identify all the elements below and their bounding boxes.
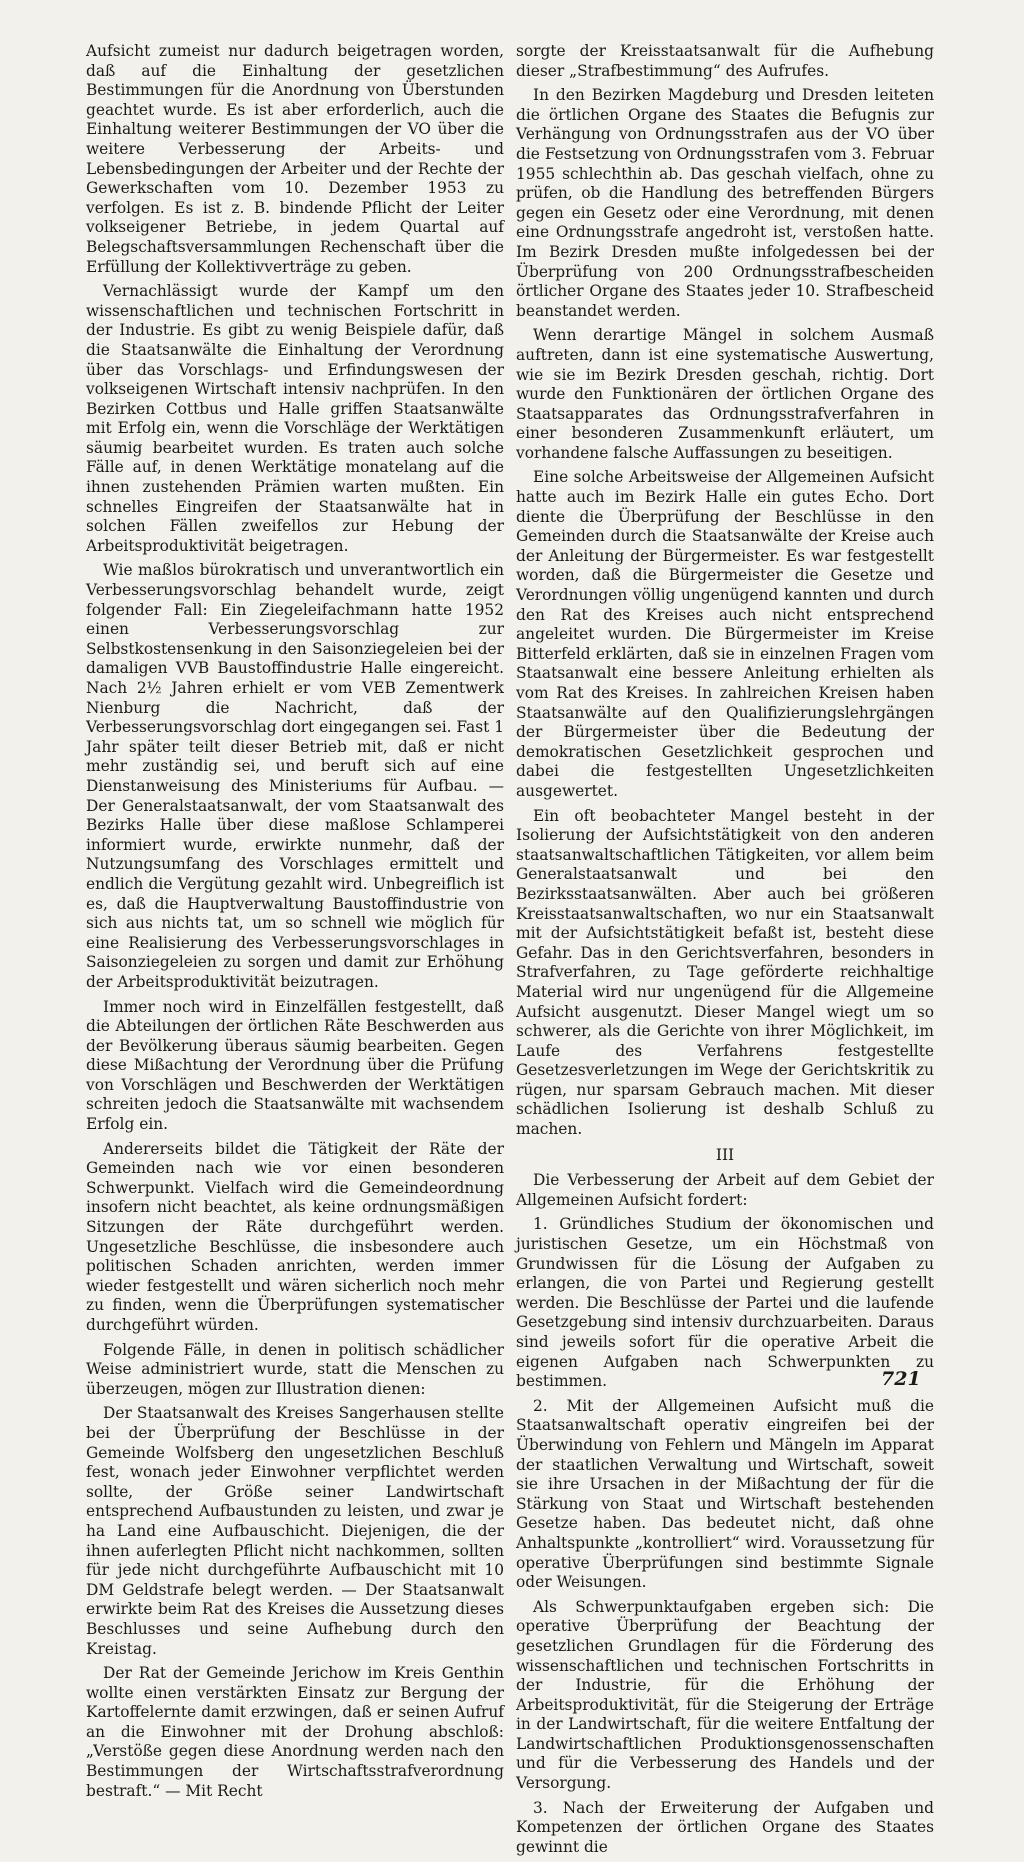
paragraph: Folgende Fälle, in denen in politisch schädlicher Weise administriert wurde, statt die Menschen zu überzeugen, mögen zur Illustration dienen:	[86, 1340, 504, 1398]
paragraph: Die Verbesserung der Arbeit auf dem Gebiet der Allgemeinen Aufsicht fordert:	[516, 1171, 934, 1209]
paragraph: Der Staatsanwalt des Kreises Sangerhausen stellte bei der Überprüfung der Beschlüsse in der Gemeinde Wolfsberg den ungesetzlichen Beschluß fest, wonach jeder Einwohner verpflichtet werden sollte, der Größe seiner Landwirtschaft entsprechend Aufbaustunden zu leisten, und zwar je ha Land eine Aufbauschicht. Diejenigen, die der ihnen auferlegten Pflicht nicht nachkommen, sollten für jede nicht durchgeführte Aufbauschicht mit 10 DM Geldstrafe belegt werden. — Der Staatsanwalt erwirkte beim Rat des Kreises die Aussetzung dieses Beschlusses und seine Aufhebung durch den Kreistag.	[86, 1404, 504, 1658]
paragraph: Aufsicht zumeist nur dadurch beigetragen worden, daß auf die Einhaltung der gesetzlichen Bestimmungen für die Anordnung von Überstunden geachtet wurde. Es ist aber erforderlich, auch die Einhaltung weiterer Bestimmungen der VO über die weitere Verbesserung der Arbeits- und Lebensbedingungen der Arbeiter und der Rechte der Gewerkschaften vom 10. Dezember 1953 zu verfolgen. Es ist z. B. bindende Pflicht der Leiter volkseigener Betriebe, in jedem Quartal auf Belegschaftsversammlungen Rechenschaft über die Erfüllung der Kollektivverträge zu geben.	[86, 42, 504, 276]
right-column	[516, 42, 934, 1862]
paragraph: Ein oft beobachteter Mangel besteht in der Isolierung der Aufsichtstätigkeit von den anderen staatsanwaltschaftlichen Tätigkeiten, vor allem beim Generalstaatsanwalt und bei den Bezirksstaatsanwälten. Aber auch bei größeren Kreisstaatsanwaltschaften, wo nur ein Staatsanwalt mit der Aufsichtstätigkeit befaßt ist, besteht diese Gefahr. Das in den Gerichtsverfahren, besonders in Strafverfahren, zu Tage geförderte reichhaltige Material wird nur ungenügend für die Allgemeine Aufsicht ausgenutzt. Dieser Mangel wiegt um so schwerer, als die Gerichte von ihrer Möglichkeit, im Laufe des Verfahrens festgestellte Gesetzesverletzungen im Wege der Gerichtskritik zu rügen, nur sparsam Gebrauch machen. Mit dieser schädlichen Isolierung ist deshalb Schluß zu machen.	[516, 806, 934, 1139]
left-column	[86, 42, 504, 1806]
paragraph: Andererseits bildet die Tätigkeit der Räte der Gemeinden nach wie vor einen besonderen Schwerpunkt. Vielfach wird die Gemeindeordnung insofern nicht beachtet, als keine ordnungsmäßigen Sitzungen der Räte durchgeführt werden. Ungesetzliche Beschlüsse, die insbesondere auch politischen Schaden anrichten, werden immer wieder festgestellt und wären sicherlich noch mehr zu finden, wenn die Überprüfungen systematischer durchgeführt würden.	[86, 1139, 504, 1334]
paragraph: Wenn derartige Mängel in solchem Ausmaß auftreten, dann ist eine systematische Auswertung, wie sie im Bezirk Dresden geschah, richtig. Dort wurde den Funktionären der örtlichen Organe des Staatsapparates das Ordnungsstrafverfahren in einer besonderen Zusammenkunft erläutert, um vorhandene falsche Auffassungen zu beseitigen.	[516, 326, 934, 462]
list-item: 1. Gründliches Studium der ökonomischen und juristischen Gesetze, um ein Höchstmaß von Grundwissen für die Lösung der Aufgaben zu erlangen, die von Partei und Regierung gestellt werden. Die Beschlüsse der Partei und die laufende Gesetzgebung sind intensiv durchzuarbeiten. Daraus sind jeweils sofort für die operative Arbeit die eigenen Aufgaben nach Schwerpunkten zu bestimmen.	[516, 1215, 934, 1391]
paragraph: Immer noch wird in Einzelfällen festgestellt, daß die Abteilungen der örtlichen Räte Beschwerden aus der Bevölkerung überaus säumig bearbeiten. Gegen diese Mißachtung der Verordnung über die Prüfung von Vorschlägen und Beschwerden der Werktätigen schreiten jedoch die Staatsanwälte mit wachsendem Erfolg ein.	[86, 997, 504, 1134]
paragraph: Vernachlässigt wurde der Kampf um den wissenschaftlichen und technischen Fortschritt in der Industrie. Es gibt zu wenig Beispiele dafür, daß die Staatsanwälte die Einhaltung der Verordnung über das Vorschlags- und Erfindungswesen der volkseigenen Wirtschaft intensiv nachprüfen. In den Bezirken Cottbus und Halle griffen Staatsanwälte mit Erfolg ein, wenn die Vorschläge der Werktätigen säumig bearbeitet wurden. Es traten auch solche Fälle auf, in denen Werktätige monatelang auf die ihnen zustehenden Prämien warten mußten. Ein schnelles Eingreifen der Staatsanwälte hat in solchen Fällen zweifellos zur Hebung der Arbeitsproduktivität beigetragen.	[86, 282, 504, 555]
paragraph: Eine solche Arbeitsweise der Allgemeinen Aufsicht hatte auch im Bezirk Halle ein gutes Echo. Dort diente die Überprüfung der Beschlüsse in den Gemeinden durch die Staatsanwälte der Kreise auch der Anleitung der Bürgermeister. Es war festgestellt worden, daß die Bürgermeister die Gesetze und Verordnungen völlig ungenügend kannten und durch den Rat des Kreises auch nicht entsprechend angeleitet wurden. Die Bürgermeister im Kreise Bitterfeld erklärten, daß sie in einzelnen Fragen vom Staatsanwalt eine bessere Anleitung erhielten als vom Rat des Kreises. In zahlreichen Kreisen haben Staatsanwälte auf den Qualifizierungslehrgängen der Bürgermeister über die Bedeutung der demokratischen Gesetzlichkeit gesprochen und dabei die festgestellten Ungesetzlichkeiten ausgewertet.	[516, 468, 934, 800]
paragraph: Als Schwerpunktaufgaben ergeben sich: Die operative Überprüfung der Beachtung der gesetzlichen Grundlagen für die Förderung des wissenschaftlichen und technischen Fortschritts in der Industrie, für die Erhöhung der Arbeitsproduktivität, für die Steigerung der Erträge in der Landwirtschaft, für die weitere Entfaltung der Landwirtschaftlichen Produktionsgenossenschaften und für die Verbesserung des Handels und der Versorgung.	[516, 1597, 934, 1793]
list-item: 3. Nach der Erweiterung der Aufgaben und Kompetenzen der örtlichen Organe des Staates gewinnt die	[516, 1798, 934, 1856]
paragraph: Wie maßlos bürokratisch und unverantwortlich ein Verbesserungsvorschlag behandelt wurde, zeigt folgender Fall: Ein Ziegeleifachmann hatte 1952 einen Verbesserungsvorschlag zur Selbstkostensenkung in den Saisonziegeleien bei der damaligen VVB Baustoffindustrie Halle eingereicht. Nach 2½ Jahren erhielt er vom VEB Zementwerk Nienburg die Nachricht, daß der Verbesserungsvorschlag dort eingegangen sei. Fast 1 Jahr später teilt dieser Betrieb mit, daß er nicht mehr zuständig sei, und beruft sich auf eine Dienstanweisung des Ministeriums für Aufbau. — Der Generalstaatsanwalt, der vom Staatsanwalt des Bezirks Halle über diese maßlose Schlamperei informiert wurde, erwirkte nunmehr, daß der Nutzungsumfang des Vorschlages ermittelt und endlich die Vergütung gezahlt wird. Unbegreiflich ist es, daß die Hauptverwaltung Baustoffindustrie von sich aus nichts tat, um so schnell wie möglich für eine Realisierung des Verbesserungsvorschlages in Saisonziegeleien zu sorgen und damit zur Erhöhung der Arbeitsproduktivität beizutragen.	[86, 561, 505, 991]
page-number: 721	[881, 1368, 921, 1390]
section-heading: III	[715, 1145, 735, 1164]
paragraph: In den Bezirken Magdeburg und Dresden leiteten die örtlichen Organe des Staates die Befugnis zur Verhängung von Ordnungsstrafen aus der VO über die Festsetzung von Ordnungsstrafen vom 3. Februar 1955 schlechthin ab. Das geschah vielfach, ohne zu prüfen, ob die Handlung des betreffenden Bürgers gegen ein Gesetz oder eine Verordnung, mit denen eine Ordnungsstrafe angedroht ist, verstoßen hatte. Im Bezirk Dresden mußte infolgedessen bei der Überprüfung von 200 Ordnungsstrafbescheiden örtlicher Organe des Staates jeder 10. Strafbescheid beanstandet werden.	[516, 86, 934, 320]
list-item: 2. Mit der Allgemeinen Aufsicht muß die Staatsanwaltschaft operativ eingreifen bei der Überwindung von Fehlern und Mängeln im Apparat der staatlichen Verwaltung und Wirtschaft, soweit sie ihre Ursachen in der Mißachtung der für die Stärkung von Staat und Wirtschaft bestehenden Gesetze haben. Das bedeutet nicht, daß ohne Anhaltspunkte „kontrolliert“ wird. Voraussetzung für operative Überprüfungen sind bestimmte Signale oder Weisungen.	[516, 1396, 934, 1592]
paragraph: Der Rat der Gemeinde Jerichow im Kreis Genthin wollte einen verstärkten Einsatz zur Bergung der Kartoffelernte damit erzwingen, daß er seinen Aufruf an die Einwohner mit der Drohung abschloß: „Verstöße gegen diese Anordnung werden nach den Bestimmungen der Wirtschaftsstrafverordnung bestraft.“ — Mit Recht	[86, 1664, 504, 1800]
paragraph: sorgte der Kreisstaatsanwalt für die Aufhebung dieser „Strafbestimmung“ des Aufrufes.	[516, 42, 934, 80]
